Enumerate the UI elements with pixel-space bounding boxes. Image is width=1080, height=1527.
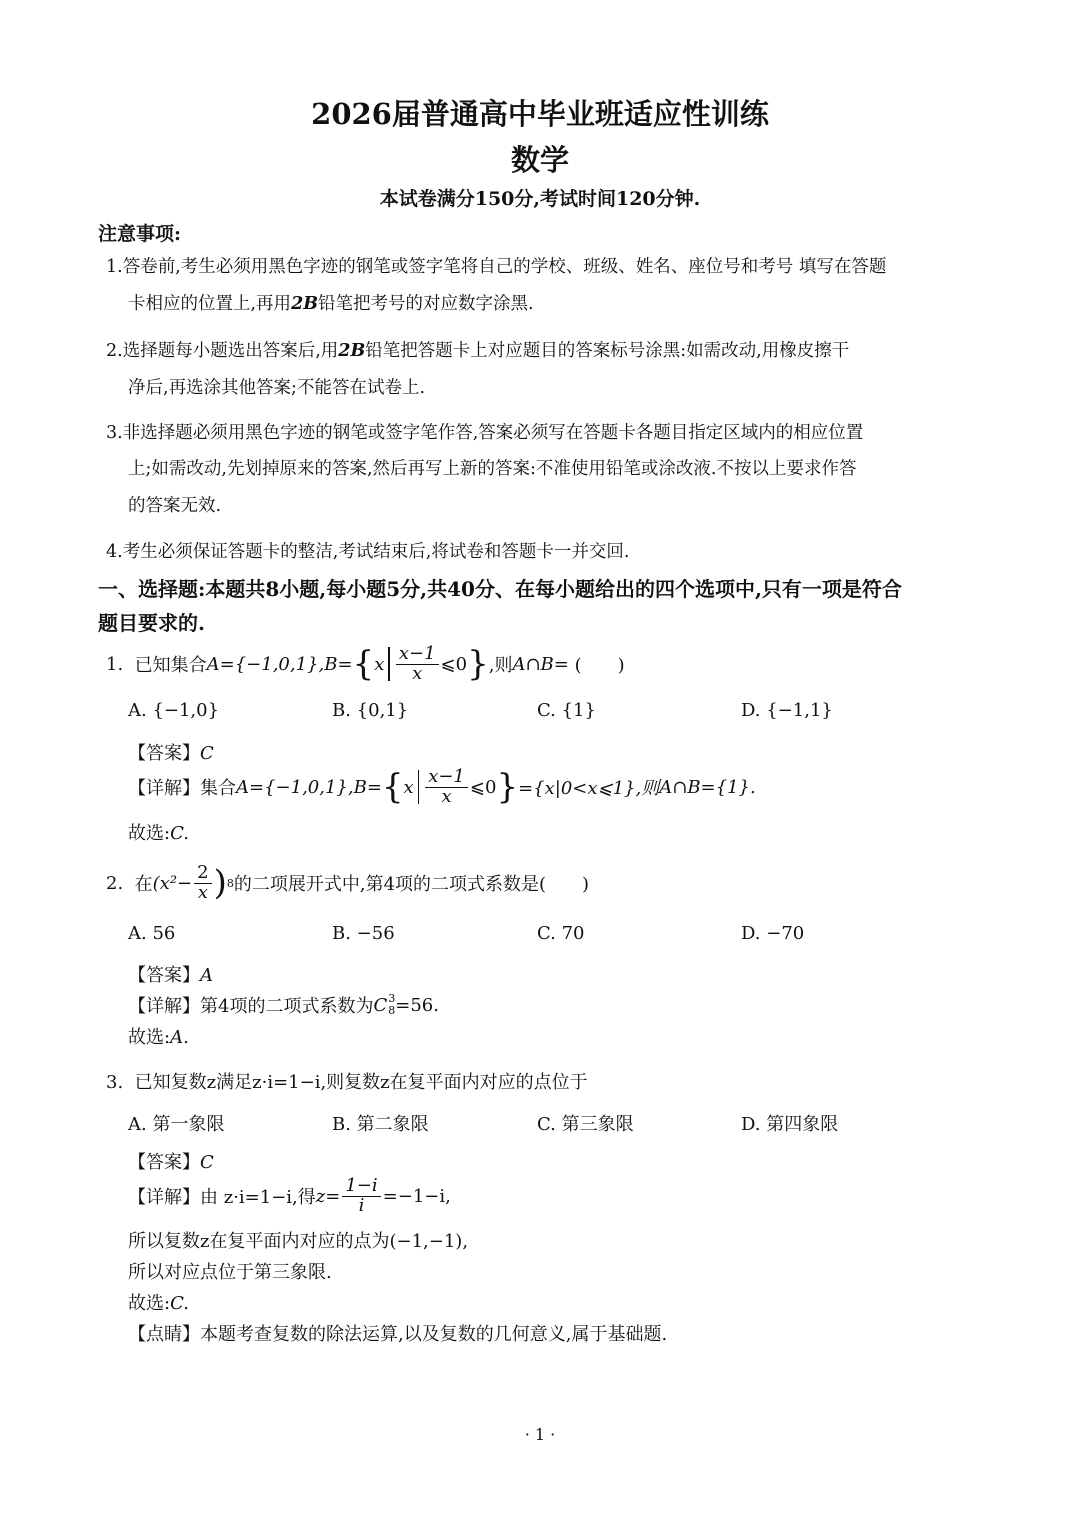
question-3-number: 3. [106, 1072, 124, 1093]
question-3-text: 已知复数z满足z·i=1−i,则复数z在复平面内对应的点位于 [134, 1072, 588, 1093]
note-1-line-1: 1.答卷前,考生必须用黑色字迹的钢笔或签字笔将自己的学校、班级、姓名、座位号和考号 填写在答题 [106, 257, 887, 277]
q1-choose [128, 819, 189, 845]
fraction-numerator: 1−i [342, 1177, 380, 1197]
q2-answer [128, 961, 213, 987]
detail-variable: x [403, 776, 414, 798]
q1-option-a: A. {−1,0} [128, 700, 220, 721]
combination-sup: 3 [388, 991, 396, 1005]
q3-choose [128, 1289, 189, 1315]
note-2-text-b: 铅笔把答题卡上对应题目的答案标号涂黑:如需改动,用橡皮擦干 [365, 341, 850, 361]
answer-label: 【答案】 [128, 965, 200, 986]
detail-tail: ={x|0<x⩽1},则 [518, 778, 660, 799]
choose-value: C. [170, 1293, 189, 1314]
detail-label: 【详解】 [128, 1187, 200, 1208]
detail-brace-open: { [381, 767, 404, 807]
question-2-fraction [194, 861, 211, 903]
q2-choose [128, 1023, 189, 1049]
fraction-numerator: x−1 [396, 645, 439, 665]
detail-fraction-numerator: x−1 [425, 768, 468, 788]
q3-option-a: A. 第一象限 [128, 1114, 225, 1135]
detail-fraction [342, 1174, 380, 1216]
note-3-line-1: 3.非选择题必须用黑色字迹的钢笔或签字笔作答,答案必须写在答题卡各题目指定区域内的相应位置 [106, 423, 864, 443]
choose-label: 故选: [128, 1293, 171, 1314]
q1-option-c: C. {1} [537, 700, 596, 721]
combination-sub: 8 [388, 1004, 396, 1017]
section-1-heading-line-1: 一、选择题:本题共8小题,每小题5分,共40分、在每小题给出的四个选项中,只有一项是符合 [98, 577, 902, 601]
note-3-line-3: 的答案无效. [128, 496, 222, 516]
detail-fraction [425, 765, 468, 807]
detail-fraction-denominator: x [441, 785, 452, 807]
answer-label: 【答案】 [128, 743, 200, 764]
q3-option-c: C. 第三象限 [537, 1114, 634, 1135]
answer-label: 【答案】 [128, 1152, 200, 1173]
detail-label: 【详解】 [128, 778, 200, 799]
question-2-number: 2. [106, 872, 124, 894]
q3-comment [128, 1320, 667, 1346]
brace-close: } [467, 644, 489, 684]
detail-text-b: =56. [395, 994, 439, 1016]
choose-label: 故选: [128, 1027, 171, 1048]
note-1-text-b: 铅笔把考号的对应数字涂黑. [318, 294, 534, 314]
q2-option-a: A. 56 [128, 923, 176, 944]
q3-detail [128, 1173, 451, 1219]
choose-value: A. [170, 1027, 189, 1048]
answer-value: C [200, 743, 214, 764]
question-1-intersection: A∩B= [512, 653, 569, 675]
note-2-2b: 2B [338, 341, 366, 361]
fraction-denominator: x [412, 662, 423, 684]
question-2-text-a: 在 [134, 874, 153, 895]
q2-detail [128, 992, 439, 1018]
subject-title: 数学 [510, 143, 569, 177]
q3-detail-line-2: 所以复数z在复平面内对应的点为(−1,−1), [128, 1231, 469, 1252]
detail-bar [418, 770, 420, 804]
note-1-text-a: 卡相应的位置上,再用 [128, 294, 292, 314]
comment-text: 本题考查复数的除法运算,以及复数的几何意义,属于基础题. [200, 1324, 668, 1345]
q3-answer [128, 1148, 214, 1174]
detail-result: A∩B={1}. [659, 776, 756, 798]
q2-option-c: C. 70 [537, 923, 585, 944]
question-1-fraction [396, 642, 439, 684]
q2-option-b: B. −56 [332, 923, 395, 944]
q3-detail-line-3: 所以对应点位于第三象限. [128, 1262, 332, 1283]
note-1-line-2 [128, 290, 534, 315]
q2-option-d: D. −70 [741, 923, 805, 944]
question-2-expression-close: ) [213, 863, 227, 903]
detail-label: 【详解】 [128, 996, 200, 1017]
answer-value: A [200, 965, 213, 986]
q1-answer [128, 739, 214, 765]
fraction-denominator: x [197, 881, 208, 903]
question-1-text-b: ,则 [488, 655, 513, 676]
answer-value: C [200, 1152, 214, 1173]
choose-value: C. [170, 823, 189, 844]
question-1-text-a: 已知集合 [134, 655, 207, 676]
detail-set: A={−1,0,1},B= [236, 776, 382, 798]
q1-detail [128, 764, 756, 810]
detail-text-a: 第4项的二项式系数为 [200, 996, 374, 1017]
comment-label: 【点睛】 [128, 1324, 200, 1345]
q3-option-b: B. 第二象限 [332, 1114, 429, 1135]
q1-option-b: B. {0,1} [332, 700, 409, 721]
combination-symbol: C [373, 994, 388, 1016]
detail-brace-close: } [496, 767, 519, 807]
note-2-line-2: 净后,再选涂其他答案;不能答在试卷上. [128, 378, 426, 398]
fraction-denominator: i [358, 1194, 365, 1216]
set-bar [388, 647, 390, 681]
section-1-heading-line-2: 题目要求的. [98, 611, 205, 635]
q1-option-d: D. {−1,1} [741, 700, 833, 721]
question-1-number: 1. [106, 653, 124, 675]
question-3-stem [106, 1068, 588, 1094]
detail-inequality: ⩽0 [469, 776, 497, 798]
detail-text-a: 集合 [200, 778, 236, 799]
question-2-exponent: 8 [226, 876, 234, 890]
notes-heading: 注意事项: [98, 223, 182, 245]
exam-info: 本试卷满分150分,考试时间120分钟. [379, 188, 701, 210]
page-number: · 1 · [524, 1425, 556, 1444]
fraction-numerator: 2 [194, 864, 211, 884]
detail-text-b: =−1−i, [382, 1185, 451, 1207]
note-3-line-2: 上;如需改动,先划掉原来的答案,然后再写上新的答案:不准使用铅笔或涂改液.不按以上要求作答 [128, 459, 857, 479]
detail-text-a: 由 z·i=1−i,得 [200, 1187, 316, 1208]
choose-label: 故选: [128, 823, 171, 844]
note-2-line-1 [106, 337, 849, 362]
q3-option-d: D. 第四象限 [741, 1114, 839, 1135]
question-1-stem [106, 642, 625, 686]
note-1-2b: 2B [291, 294, 319, 314]
combination-indices [388, 993, 395, 1017]
detail-z: z= [315, 1185, 341, 1207]
question-1-answer-blank: ( ) [574, 655, 625, 676]
question-2-expression-open: (x²− [152, 872, 193, 894]
exam-title: 2026届普通高中毕业班适应性训练 [311, 97, 769, 131]
note-2-text-a: 2.选择题每小题选出答案后,用 [106, 341, 339, 361]
brace-open: { [352, 644, 375, 684]
question-2-text-b: 的二项展开式中,第4项的二项式系数是( ) [233, 874, 590, 895]
question-1-set-a: A={−1,0,1},B= [206, 653, 353, 675]
set-variable: x [374, 653, 385, 675]
note-4-line-1: 4.考生必须保证答题卡的整洁,考试结束后,将试卷和答题卡一并交回. [106, 542, 630, 562]
inequality: ⩽0 [440, 653, 468, 675]
question-2-stem [106, 860, 589, 906]
